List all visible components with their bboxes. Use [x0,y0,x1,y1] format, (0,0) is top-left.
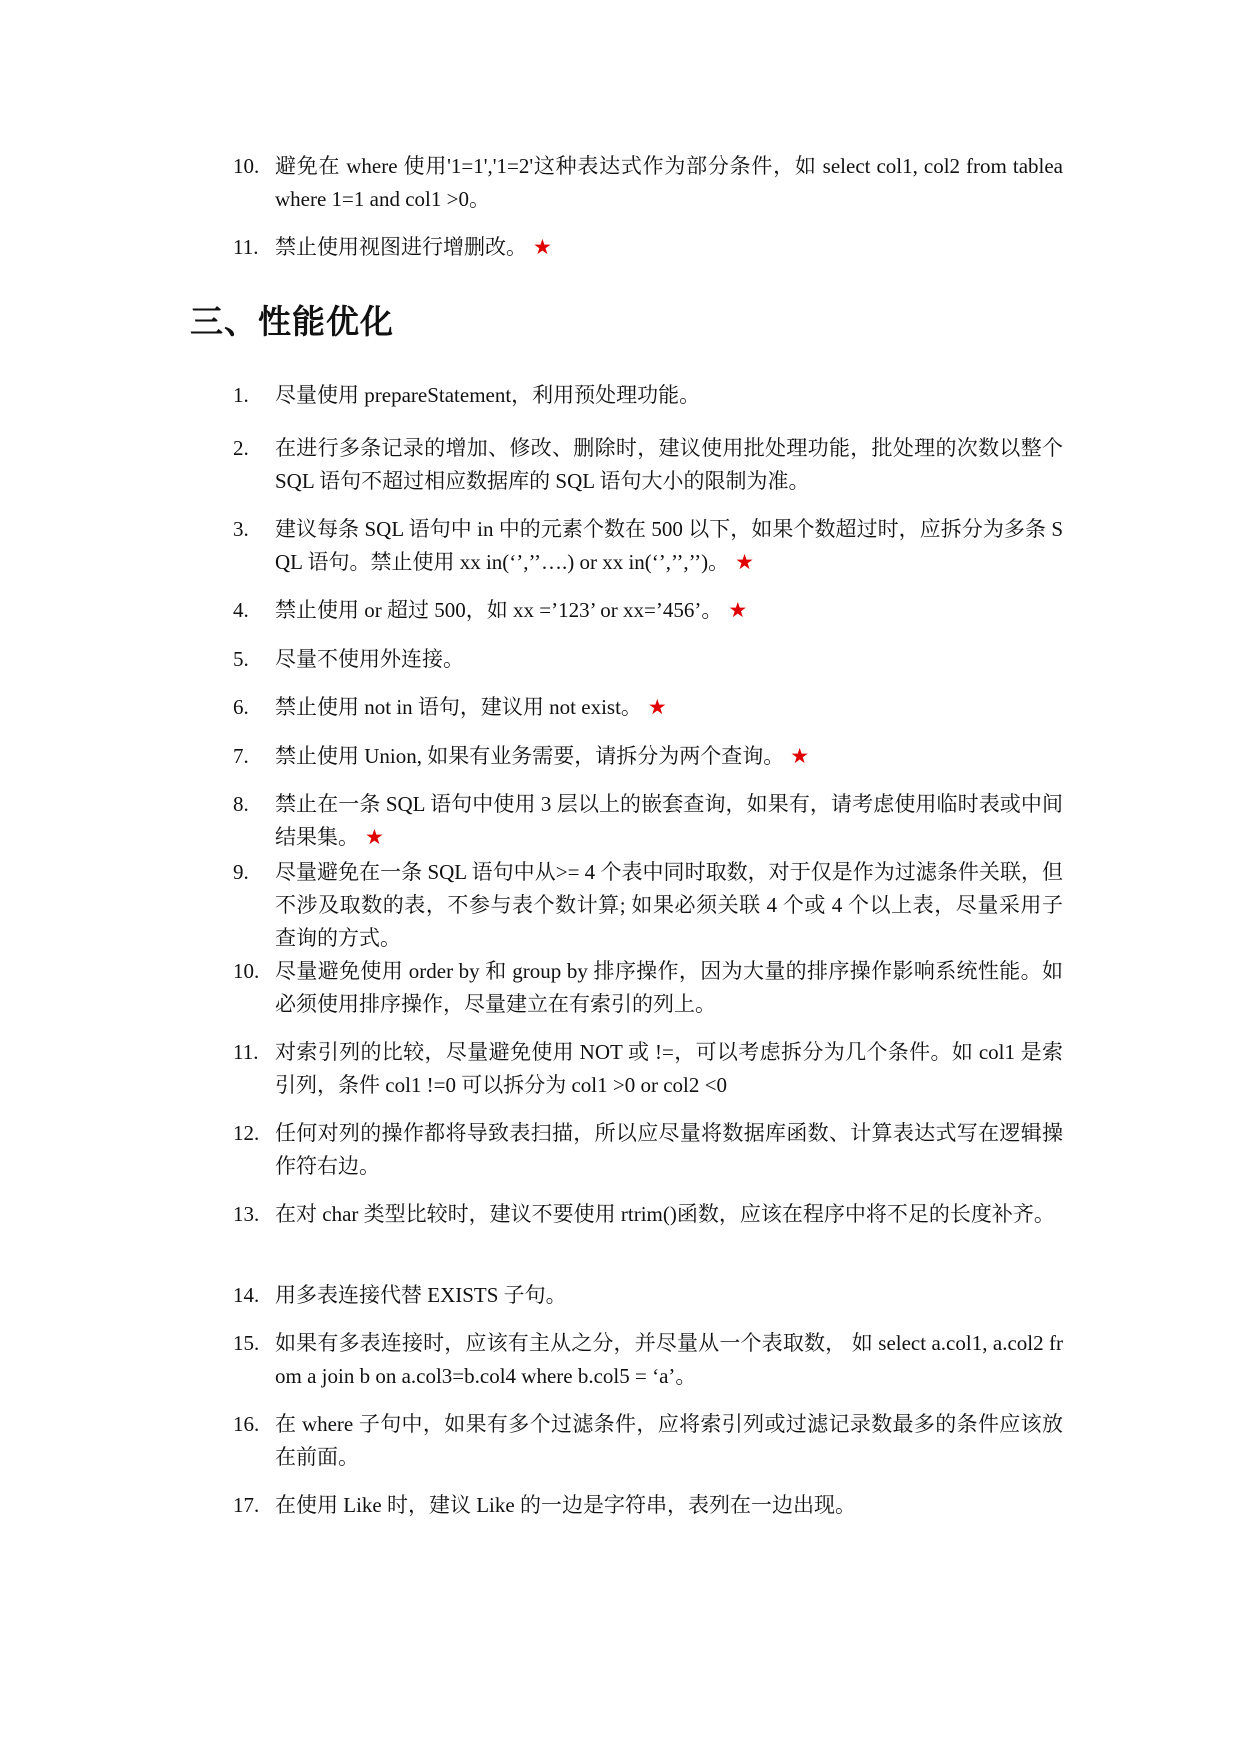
list-item-text: 建议每条 SQL 语句中 in 中的元素个数在 500 以下，如果个数超过时，应拆分为多条 SQL 语句。禁止使用 xx in(‘’,’’….) or xx in(‘’,’’,’’)。 ★ [275,517,1063,574]
list-item [233,955,1063,1021]
list-item [233,691,1063,724]
list-item-number: 12. [233,1121,260,1145]
list-item [233,1279,1063,1312]
list-item-text: 禁止使用 Union, 如果有业务需要，请拆分为两个查询。 ★ [275,744,810,768]
list-item-text: 任何对列的操作都将导致表扫描，所以应尽量将数据库函数、计算表达式写在逻辑操作符右边。 [275,1121,1063,1178]
section-heading: 三、性能优化 [190,302,394,341]
list-item [233,1489,1063,1522]
list-item-number: 17. [233,1493,260,1517]
list-item-number: 14. [233,1283,260,1307]
list-item-text: 如果有多表连接时，应该有主从之分，并尽量从一个表取数， 如 select a.col1, a.col2 from a join b on a.col3=b.col4 where b.col5 = ‘a’。 [275,1331,1063,1388]
list-item [233,643,1063,676]
list-item-text: 避免在 where 使用'1=1','1=2'这种表达式作为部分条件，如 select col1, col2 from tablea where 1=1 and col1 >0。 [275,154,1063,211]
list-item-text: 在 where 子句中，如果有多个过滤条件，应将索引列或过滤记录数最多的条件应该放在前面。 [275,1412,1063,1469]
list-item-text: 尽量避免在一条 SQL 语句中从>= 4 个表中同时取数，对于仅是作为过滤条件关联，但不涉及取数的表，不参与表个数计算; 如果必须关联 4 个或 4 个以上表，尽量采用子查询的方式。 [275,860,1063,950]
star-icon: ★ [365,825,384,849]
list-item-number: 5. [233,647,249,671]
list-item-number: 11. [233,235,259,259]
list-item-number: 9. [233,860,249,884]
list-item [233,231,1063,264]
list-item [233,379,1063,412]
star-icon: ★ [790,744,810,768]
list-item [233,1117,1063,1183]
list-item [233,432,1063,498]
list-item [233,740,1063,773]
list-item [233,1036,1063,1102]
list-item-text: 在对 char 类型比较时，建议不要使用 rtrim()函数，应该在程序中将不足的长度补齐。 [275,1202,1055,1226]
list-item [233,1198,1063,1231]
list-item-number: 11. [233,1040,259,1064]
list-item [233,1408,1063,1474]
star-icon: ★ [533,235,552,259]
star-icon: ★ [647,695,667,719]
star-icon: ★ [735,550,754,574]
list-item-number: 10. [233,154,260,178]
list-item-number: 13. [233,1202,260,1226]
list-item-text: 在进行多条记录的增加、修改、删除时，建议使用批处理功能，批处理的次数以整个 SQL 语句不超过相应数据库的 SQL 语句大小的限制为准。 [275,436,1063,493]
list-item-text: 禁止使用 not in 语句，建议用 not exist。 ★ [275,695,667,719]
list-item [233,856,1063,955]
list-item-number: 10. [233,959,260,983]
list-item-number: 15. [233,1331,260,1355]
list-item-text: 用多表连接代替 EXISTS 子句。 [275,1283,567,1307]
list-item-text: 尽量不使用外连接。 [275,647,464,671]
list-item-number: 7. [233,744,249,768]
list-item-text: 尽量避免使用 order by 和 group by 排序操作，因为大量的排序操作影响系统性能。如必须使用排序操作，尽量建立在有索引的列上。 [275,959,1063,1016]
list-item-number: 4. [233,598,249,622]
list-item-text: 在使用 Like 时，建议 Like 的一边是字符串，表列在一边出现。 [275,1493,856,1517]
list-item-number: 8. [233,792,249,816]
list-item-text: 禁止使用视图进行增删改。 ★ [275,235,552,259]
list-item-number: 3. [233,517,249,541]
list-item-number: 6. [233,695,249,719]
list-item-number: 16. [233,1412,260,1436]
list-item-text: 对索引列的比较，尽量避免使用 NOT 或 !=，可以考虑拆分为几个条件。如 col1 是索引列，条件 col1 !=0 可以拆分为 col1 >0 or col2 <0 [275,1040,1063,1097]
list-item [233,513,1063,579]
list-item-number: 1. [233,383,249,407]
list-item [233,150,1063,216]
list-item-text: 禁止在一条 SQL 语句中使用 3 层以上的嵌套查询，如果有，请考虑使用临时表或中间结果集。 ★ [275,792,1063,849]
star-icon: ★ [728,598,748,622]
list-item [233,594,1063,627]
list-item-text: 尽量使用 prepareStatement，利用预处理功能。 [275,383,701,407]
list-item [233,788,1063,854]
list-item-number: 2. [233,436,249,460]
list-item [233,1327,1063,1393]
list-item-text: 禁止使用 or 超过 500，如 xx =’123’ or xx=’456’。 ★ [275,598,748,622]
